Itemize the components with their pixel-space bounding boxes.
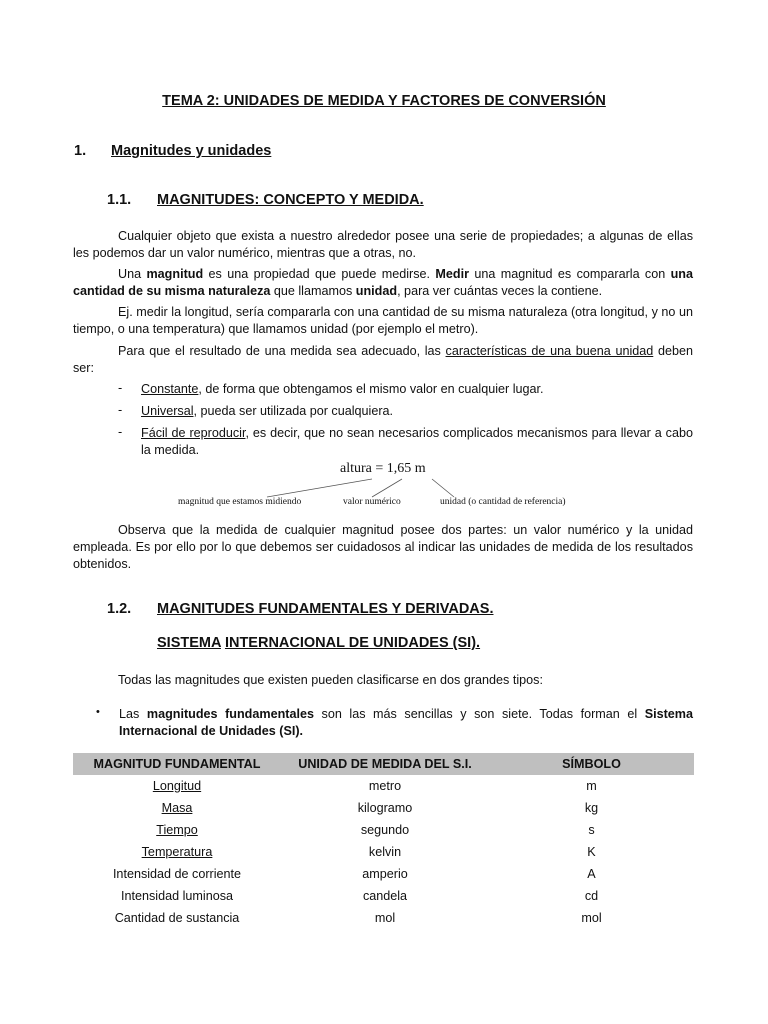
bold-term: Sistema Internacional de Unidades (SI). (119, 707, 693, 738)
list-item-constante (141, 381, 693, 398)
table-header: MAGNITUD FUNDAMENTAL (73, 753, 281, 775)
table-header: SÍMBOLO (489, 753, 694, 775)
table-cell: cd (584, 889, 599, 903)
paragraph-tipos: Todas las magnitudes que existen pueden clasificarse en dos grandes tipos: (118, 673, 543, 687)
section-number: 1. (74, 143, 87, 159)
table-cell: segundo (360, 823, 410, 837)
table-row (73, 863, 694, 885)
list-dash: - (118, 403, 123, 417)
table-row (73, 885, 694, 907)
table-header-row (73, 753, 694, 775)
paragraph-intro: Cualquier objeto que exista a nuestro alrededor posee una serie de propiedades; a algunas de ellas les podemos dar un valor numérico, mientras que a otras, no. (73, 229, 693, 260)
connector-magnitude (267, 479, 372, 497)
section-1-heading (74, 143, 271, 159)
table-cell: kelvin (368, 845, 402, 859)
diagram-label-unit: unidad (o cantidad de referencia) (440, 497, 566, 507)
text-span: es una propiedad que puede medirse. (203, 267, 436, 281)
text-span: , pueda ser utilizada por cualquiera. (193, 404, 394, 418)
list-item-facil (141, 425, 693, 459)
page-title: TEMA 2: UNIDADES DE MEDIDA Y FACTORES DE CONVERSIÓN (162, 93, 606, 109)
section-1-2-subheading (157, 635, 480, 651)
diagram-label-magnitude: magnitud que estamos midiendo (178, 497, 302, 507)
text-span: , para ver cuántas veces la contiene. (397, 284, 603, 298)
table-cell: mol (374, 911, 396, 925)
table-cell: Intensidad de corriente (112, 867, 242, 881)
section-1-1-heading (107, 192, 424, 208)
text-span: deben ser: (73, 344, 693, 375)
table-row (73, 819, 694, 841)
table-cell: Longitud (152, 779, 202, 793)
table-row (73, 841, 694, 863)
bullet-icon: • (96, 706, 100, 718)
list-dash: - (118, 381, 123, 395)
si-units-table (73, 753, 694, 929)
paragraph-example: Ej. medir la longitud, sería compararla con una cantidad de su misma naturaleza (otra longitud, y no un tiempo, o una temperatura) que llamamos unidad (por ejemplo el metro). (73, 305, 693, 336)
bold-term: magnitud (146, 267, 204, 281)
section-number: 1.2. (107, 601, 132, 617)
connector-value (372, 479, 402, 497)
section-title: MAGNITUDES FUNDAMENTALES Y DERIVADAS. (157, 601, 494, 617)
text-span: , es decir, que no sean necesarios complicados mecanismos para llevar a cabo la medida. (141, 426, 693, 457)
bold-term: magnitudes fundamentales (146, 707, 314, 721)
bold-term: Medir (435, 267, 469, 281)
table-row (73, 775, 694, 797)
text-span: Las (119, 707, 147, 721)
underlined-term: Fácil de reproducir (141, 426, 246, 440)
table-cell: Masa (161, 801, 193, 815)
table-cell: s (588, 823, 595, 837)
table-header: UNIDAD DE MEDIDA DEL S.I. (281, 753, 489, 775)
section-1-2-heading (107, 601, 493, 617)
subheading-part: SISTEMA (157, 635, 221, 651)
diagram-label-value: valor numérico (343, 497, 401, 507)
list-dash: - (118, 425, 123, 439)
paragraph-characteristics (73, 343, 693, 377)
table-cell: Cantidad de sustancia (114, 911, 240, 925)
text-span: , de forma que obtengamos el mismo valor en cualquier lugar. (198, 382, 544, 396)
section-title: Magnitudes y unidades (111, 143, 272, 159)
underlined-term: Constante (141, 382, 199, 396)
text-span: Para que el resultado de una medida sea adecuado, las (118, 344, 446, 358)
table-cell: K (587, 845, 596, 859)
table-cell: metro (368, 779, 402, 793)
connector-unit (432, 479, 454, 497)
section-number: 1.1. (107, 192, 132, 208)
table-cell: kg (584, 801, 599, 815)
table-row (73, 797, 694, 819)
underlined-term: Universal (141, 404, 194, 418)
table-cell: A (587, 867, 596, 881)
paragraph-observa: Observa que la medida de cualquier magnitud posee dos partes: un valor numérico y la unidad empleada. Es por ello por lo que debemos ser cuidadosos al indicar las unidades de medida de los resultados obtenidos. (73, 523, 693, 571)
paragraph-magnitud-definition (73, 266, 693, 300)
bold-term: una cantidad de su misma naturaleza (73, 267, 693, 298)
subheading-part: INTERNACIONAL DE UNIDADES (SI). (224, 635, 481, 651)
table-cell: Intensidad luminosa (120, 889, 233, 903)
text-span: Una (118, 267, 147, 281)
diagram-equation: altura = 1,65 m (340, 461, 426, 476)
bold-term: unidad (355, 284, 398, 298)
text-span: una magnitud es compararla con (468, 267, 671, 281)
table-cell: amperio (362, 867, 408, 881)
table-cell: candela (362, 889, 408, 903)
list-item-universal (141, 403, 693, 420)
table-cell: m (586, 779, 597, 793)
underlined-term: características de una buena unidad (445, 344, 654, 358)
table-cell: Temperatura (141, 845, 213, 859)
table-cell: Tiempo (156, 823, 198, 837)
table-row (73, 907, 694, 929)
table-cell: mol (581, 911, 602, 925)
section-title: MAGNITUDES: CONCEPTO Y MEDIDA. (157, 192, 424, 208)
text-span: son las más sencillas y son siete. Todas forman el (313, 707, 645, 721)
table-cell: kilogramo (357, 801, 413, 815)
text-span: que llamamos (270, 284, 356, 298)
paragraph-fundamentales (119, 706, 693, 740)
